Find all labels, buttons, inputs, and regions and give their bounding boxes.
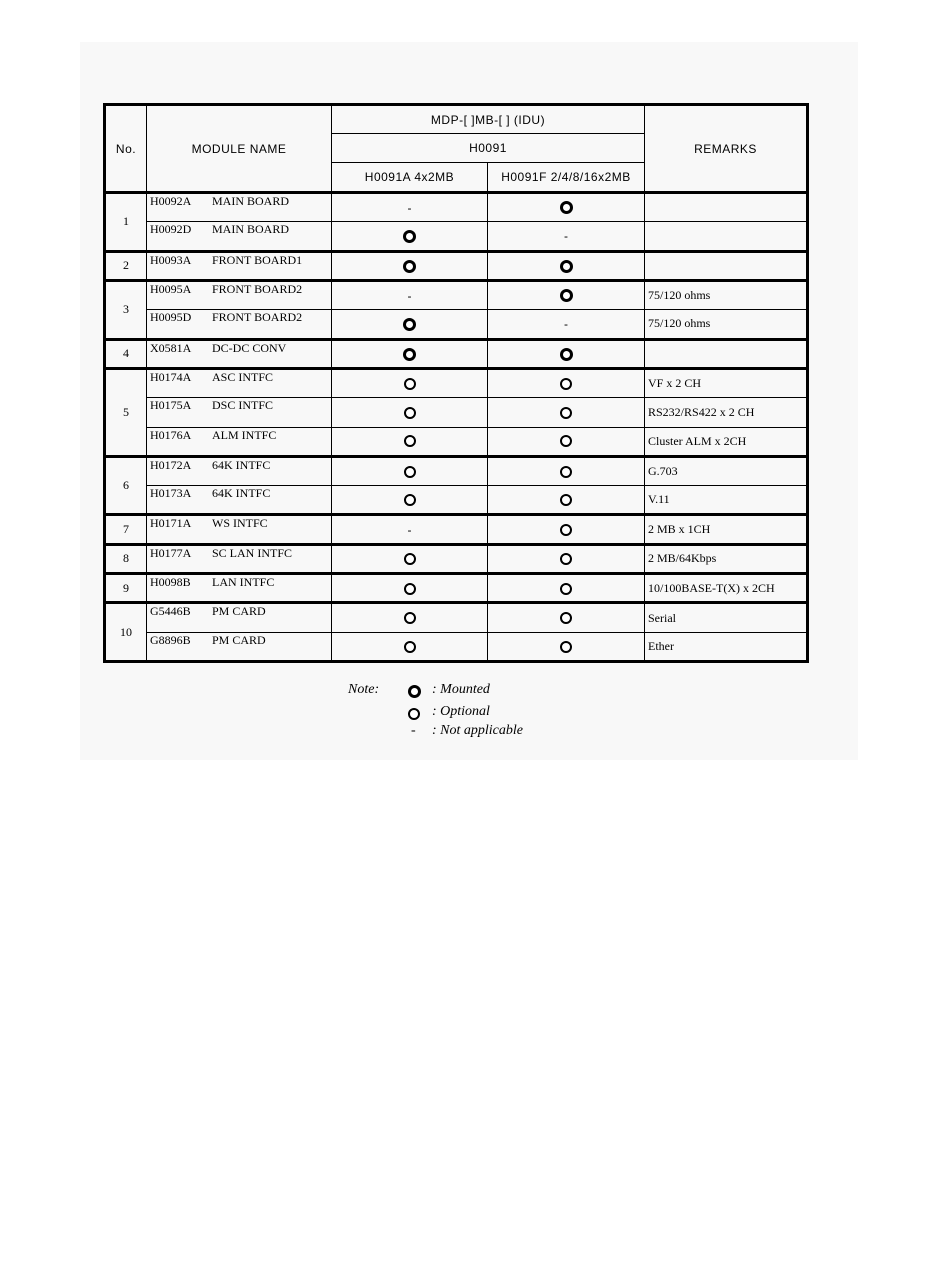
status-cell-b xyxy=(488,251,645,280)
status-cell-a xyxy=(332,574,488,603)
not-applicable-dash: - xyxy=(564,228,568,243)
row-number: 4 xyxy=(105,339,147,368)
header-group: MDP-[ ]MB-[ ] (IDU) xyxy=(332,105,645,134)
remarks-cell: 10/100BASE-T(X) x 2CH xyxy=(645,574,808,603)
remarks-cell: V.11 xyxy=(645,486,808,515)
status-cell-a xyxy=(332,632,488,661)
module-name-cell xyxy=(147,456,332,485)
status-cell-a xyxy=(332,193,488,222)
optional-icon xyxy=(404,641,416,653)
status-cell-a xyxy=(332,280,488,309)
optional-icon xyxy=(560,435,572,447)
module-name-cell xyxy=(147,544,332,573)
remarks-cell: Ether xyxy=(645,632,808,661)
module-name-cell xyxy=(147,427,332,456)
module-code: H0095D xyxy=(150,310,192,325)
module-name: MAIN BOARD xyxy=(212,222,290,237)
optional-icon xyxy=(404,466,416,478)
table-row xyxy=(105,280,808,309)
table-row xyxy=(105,544,808,573)
module-name-cell xyxy=(147,310,332,339)
mounted-icon xyxy=(403,260,416,273)
remarks-cell: 2 MB x 1CH xyxy=(645,515,808,544)
optional-icon xyxy=(560,583,572,595)
module-name: DC-DC CONV xyxy=(212,340,287,355)
remarks-cell: Serial xyxy=(645,603,808,632)
table-row xyxy=(105,486,808,515)
optional-symbol-icon xyxy=(408,708,420,720)
module-name: FRONT BOARD1 xyxy=(212,252,303,267)
optional-icon xyxy=(404,435,416,447)
status-cell-b xyxy=(488,310,645,339)
status-cell-b xyxy=(488,544,645,573)
status-cell-a xyxy=(332,251,488,280)
row-number: 9 xyxy=(105,574,147,603)
status-cell-b xyxy=(488,632,645,661)
remarks-cell: 2 MB/64Kbps xyxy=(645,544,808,573)
module-name-cell xyxy=(147,574,332,603)
module-name-cell xyxy=(147,398,332,427)
module-name-cell xyxy=(147,193,332,222)
module-name-cell xyxy=(147,222,332,251)
module-code: H0176A xyxy=(150,427,192,442)
module-name: ALM INTFC xyxy=(212,427,277,442)
module-name: 64K INTFC xyxy=(212,486,271,501)
optional-icon xyxy=(560,553,572,565)
status-cell-a xyxy=(332,310,488,339)
note-label: Note: xyxy=(348,682,380,697)
optional-icon xyxy=(404,583,416,595)
remarks-cell xyxy=(645,251,808,280)
status-cell-b xyxy=(488,398,645,427)
table-row xyxy=(105,368,808,397)
mounted-icon xyxy=(560,201,573,214)
header-no: No. xyxy=(105,105,147,193)
status-cell-a xyxy=(332,339,488,368)
table-row xyxy=(105,603,808,632)
module-name: DSC INTFC xyxy=(212,398,274,413)
optional-icon xyxy=(404,612,416,624)
status-cell-a xyxy=(332,603,488,632)
dash-symbol: - xyxy=(411,723,416,738)
not-applicable-dash: - xyxy=(407,522,412,537)
header-module-name: MODULE NAME xyxy=(147,105,332,193)
row-number: 10 xyxy=(105,603,147,662)
table-body xyxy=(105,193,808,662)
mounted-icon xyxy=(403,318,416,331)
module-name-cell xyxy=(147,486,332,515)
module-code: H0171A xyxy=(150,516,192,531)
module-name: FRONT BOARD2 xyxy=(212,310,303,325)
module-code: H0095A xyxy=(150,281,192,296)
not-applicable-dash: - xyxy=(564,316,568,331)
optional-icon xyxy=(404,407,416,419)
mounted-icon xyxy=(560,348,573,361)
status-cell-a xyxy=(332,544,488,573)
status-cell-a xyxy=(332,222,488,251)
remarks-cell xyxy=(645,222,808,251)
status-cell-a xyxy=(332,427,488,456)
header-subgroup: H0091 xyxy=(332,134,645,163)
remarks-cell xyxy=(645,193,808,222)
module-name: WS INTFC xyxy=(212,516,268,531)
row-number: 8 xyxy=(105,544,147,573)
row-number: 5 xyxy=(105,368,147,456)
mounted-icon xyxy=(560,289,573,302)
mounted-icon xyxy=(403,348,416,361)
module-code: H0172A xyxy=(150,457,192,472)
table-row xyxy=(105,632,808,661)
mounted-icon xyxy=(560,260,573,273)
optional-icon xyxy=(560,494,572,506)
status-cell-b xyxy=(488,339,645,368)
module-name: 64K INTFC xyxy=(212,457,271,472)
header-col-a: H0091A 4x2MB xyxy=(332,163,488,193)
row-number: 1 xyxy=(105,193,147,252)
status-cell-b xyxy=(488,486,645,515)
table-row xyxy=(105,222,808,251)
status-cell-b xyxy=(488,368,645,397)
legend-note xyxy=(348,682,608,742)
module-code: H0098B xyxy=(150,575,191,590)
table-row xyxy=(105,427,808,456)
row-number: 6 xyxy=(105,456,147,515)
module-name: LAN INTFC xyxy=(212,575,275,590)
status-cell-a xyxy=(332,368,488,397)
status-cell-b xyxy=(488,427,645,456)
module-code: X0581A xyxy=(150,340,192,355)
module-name: FRONT BOARD2 xyxy=(212,281,303,296)
module-name: PM CARD xyxy=(212,632,266,647)
status-cell-a xyxy=(332,456,488,485)
module-name-cell xyxy=(147,603,332,632)
table-row xyxy=(105,456,808,485)
note-not-applicable: : Not applicable xyxy=(432,723,523,738)
status-cell-b xyxy=(488,193,645,222)
optional-icon xyxy=(560,407,572,419)
optional-icon xyxy=(404,494,416,506)
optional-icon xyxy=(560,641,572,653)
module-code: H0092D xyxy=(150,222,192,237)
module-table xyxy=(103,103,809,663)
remarks-cell: 75/120 ohms xyxy=(645,280,808,309)
optional-icon xyxy=(560,524,572,536)
module-name-cell xyxy=(147,368,332,397)
optional-icon xyxy=(560,612,572,624)
header-remarks: REMARKS xyxy=(645,105,808,193)
module-name-cell xyxy=(147,280,332,309)
status-cell-b xyxy=(488,515,645,544)
optional-icon xyxy=(560,378,572,390)
note-mounted: : Mounted xyxy=(432,682,490,697)
module-name: PM CARD xyxy=(212,604,266,619)
module-name-cell xyxy=(147,251,332,280)
table-row xyxy=(105,515,808,544)
row-number: 2 xyxy=(105,251,147,280)
table-row xyxy=(105,193,808,222)
table-row xyxy=(105,339,808,368)
table-row xyxy=(105,310,808,339)
table-row xyxy=(105,574,808,603)
status-cell-b xyxy=(488,456,645,485)
module-name-cell xyxy=(147,632,332,661)
mounted-icon xyxy=(403,230,416,243)
not-applicable-dash: - xyxy=(407,288,412,303)
remarks-cell: RS232/RS422 x 2 CH xyxy=(645,398,808,427)
status-cell-a xyxy=(332,486,488,515)
optional-icon xyxy=(560,466,572,478)
optional-icon xyxy=(404,553,416,565)
remarks-cell: G.703 xyxy=(645,456,808,485)
status-cell-a xyxy=(332,515,488,544)
remarks-cell: Cluster ALM x 2CH xyxy=(645,427,808,456)
table-row xyxy=(105,398,808,427)
module-code: H0177A xyxy=(150,545,192,560)
module-name: MAIN BOARD xyxy=(212,194,290,208)
note-optional: : Optional xyxy=(432,704,490,719)
remarks-cell xyxy=(645,339,808,368)
remarks-cell: VF x 2 CH xyxy=(645,368,808,397)
optional-icon xyxy=(404,378,416,390)
header-col-b: H0091F 2/4/8/16x2MB xyxy=(488,163,645,193)
module-name-cell xyxy=(147,339,332,368)
module-code: H0093A xyxy=(150,252,192,267)
module-code: G8896B xyxy=(150,632,191,647)
status-cell-b xyxy=(488,574,645,603)
row-number: 3 xyxy=(105,280,147,339)
status-cell-b xyxy=(488,280,645,309)
row-number: 7 xyxy=(105,515,147,544)
status-cell-b xyxy=(488,222,645,251)
status-cell-b xyxy=(488,603,645,632)
module-code: H0092A xyxy=(150,194,192,208)
remarks-cell: 75/120 ohms xyxy=(645,310,808,339)
module-code: H0173A xyxy=(150,486,192,501)
module-name-cell xyxy=(147,515,332,544)
module-name: SC LAN INTFC xyxy=(212,545,293,560)
not-applicable-dash: - xyxy=(407,200,412,215)
module-code: H0175A xyxy=(150,398,192,413)
mounted-symbol-icon xyxy=(408,685,421,698)
module-code: G5446B xyxy=(150,604,191,619)
module-name: ASC INTFC xyxy=(212,369,274,384)
table-row xyxy=(105,251,808,280)
status-cell-a xyxy=(332,398,488,427)
module-code: H0174A xyxy=(150,369,192,384)
